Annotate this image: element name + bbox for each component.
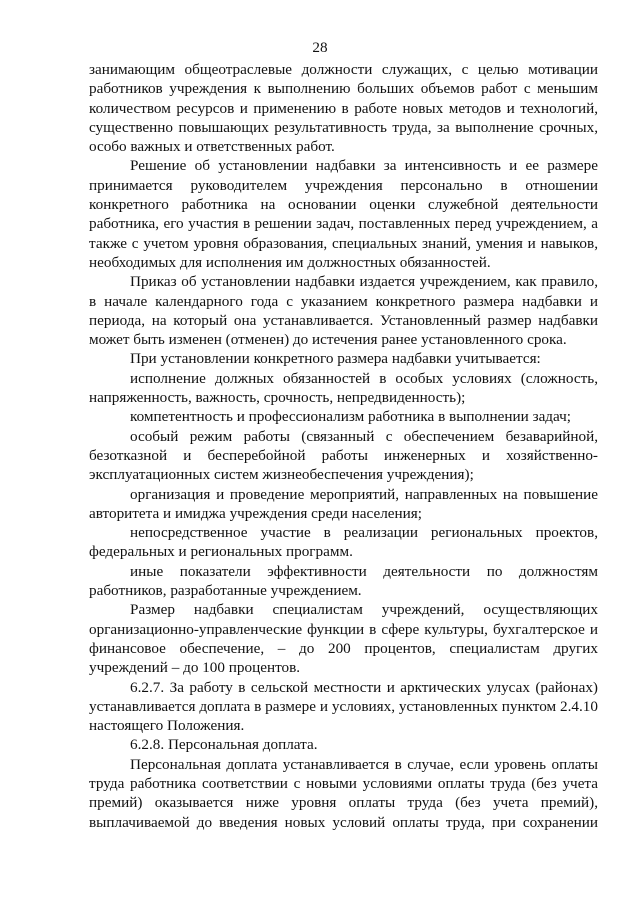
list-item: иные показатели эффективности деятельности по должностям работников, разработанные учреждением.: [89, 562, 598, 600]
paragraph: занимающим общеотраслевые должности служащих, с целью мотивации работников учреждения к выполнению больших объемов работ с меньшим количеством ресурсов и применению в работе новых методов и технологий, существенно повышающих результативность труда, за выполнение срочных, особо важных и ответственных работ.: [89, 61, 598, 156]
section-paragraph: 6.2.7. За работу в сельской местности и арктических улусах (районах) устанавливается доплата в размере и условиях, установленных пунктом 2.4.10 настоящего Положения.: [89, 678, 598, 735]
list-item: исполнение должных обязанностей в особых условиях (сложность, напряженность, важность, срочность, непредвиденность);: [89, 369, 598, 407]
list-item: непосредственное участие в реализации региональных проектов, федеральных и региональных программ.: [89, 524, 598, 561]
document-body: [89, 60, 598, 832]
list-item: компетентность и профессионализм работника в выполнении задач;: [130, 408, 572, 426]
list-item: организация и проведение мероприятий, направленных на повышение авторитета и имиджа учреждения среди населения;: [89, 485, 598, 522]
paragraph: Решение об установлении надбавки за интенсивность и ее размере принимается руководителем учреждения персонально в отношении конкретного работника на основании оценки служебной деятельности работника, его участия в решении задач, поставленных перед учреждением, а также с учетом уровня образования, специальных знаний, умения и навыков, необходимых для исполнения им должностных обязанностей.: [89, 157, 598, 271]
paragraph: Размер надбавки специалистам учреждений, осуществляющих организационно-управленческие функции в сфере культуры, бухгалтерское и финансовое обеспечение, – до 200 процентов, специалистам других учреждений – до 100 процентов.: [89, 601, 598, 677]
section-heading: 6.2.8. Персональная доплата.: [130, 736, 318, 754]
paragraph: Персональная доплата устанавливается в случае, если уровень оплаты труда работника соответствии с новыми условиями оплаты труда (без учета премий) оказывается ниже уровня оплаты труда (без учета премий), выплачиваемой до введения новых условий оплаты труда, при сохранении: [89, 755, 598, 831]
page-number: 28: [312, 39, 328, 56]
paragraph: При установлении конкретного размера надбавки учитывается:: [130, 350, 541, 368]
list-item: особый режим работы (связанный с обеспечением безаварийной, безотказной и бесперебойной работы инженерных и хозяйственно-эксплуатационных систем жизнеобеспечения учреждения);: [89, 427, 598, 484]
paragraph: Приказ об установлении надбавки издается учреждением, как правило, в начале календарного года с указанием конкретного размера надбавки и периода, на который она устанавливается. Установленный размер надбавки может быть изменен (отменен) до истечения ранее установленного срока.: [89, 273, 598, 349]
